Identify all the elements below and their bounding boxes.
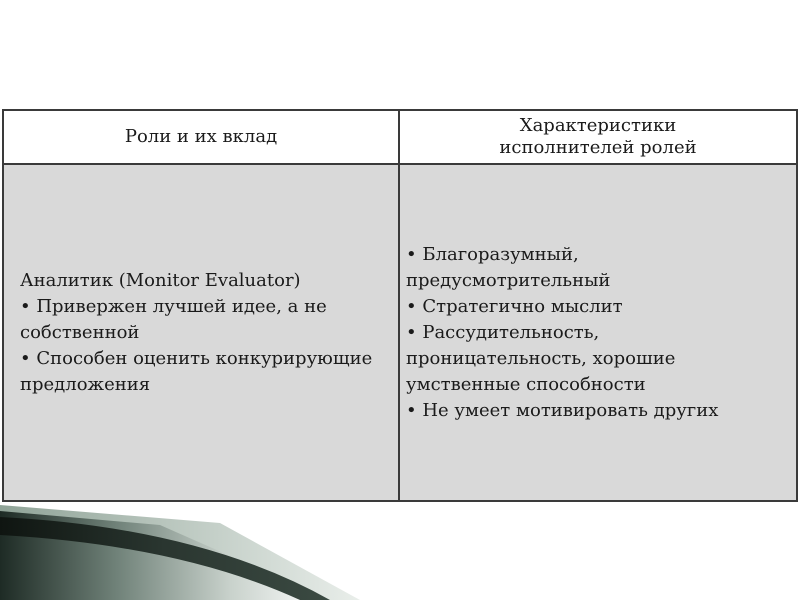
header-roles-label: Роли и их вклад bbox=[124, 126, 278, 147]
characteristic-item: • Не умеет мотивировать других bbox=[406, 399, 719, 421]
characteristic-item: • Стратегично мыслит bbox=[406, 295, 623, 317]
table-cell-role bbox=[4, 165, 400, 500]
table-header-characteristics bbox=[400, 111, 796, 165]
characteristic-item: • Благоразумный, предусмотрительный bbox=[406, 243, 611, 291]
role-contribution-item: • Способен оценить конкурирующие предложения bbox=[20, 347, 373, 395]
decorative-swoosh bbox=[0, 505, 800, 600]
role-title: Аналитик (Monitor Evaluator) bbox=[20, 269, 301, 291]
roles-table bbox=[2, 109, 798, 502]
header-characteristics-label: Характеристики исполнителей ролей bbox=[499, 115, 697, 158]
characteristics-content bbox=[406, 242, 782, 424]
role-content bbox=[20, 268, 384, 398]
table-cell-characteristics bbox=[400, 165, 796, 500]
characteristic-item: • Рассудительность, проницательность, хорошие умственные способности bbox=[406, 321, 676, 395]
table-header-roles bbox=[4, 111, 400, 165]
role-contribution-item: • Привержен лучшей идее, а не собственной bbox=[20, 295, 327, 343]
